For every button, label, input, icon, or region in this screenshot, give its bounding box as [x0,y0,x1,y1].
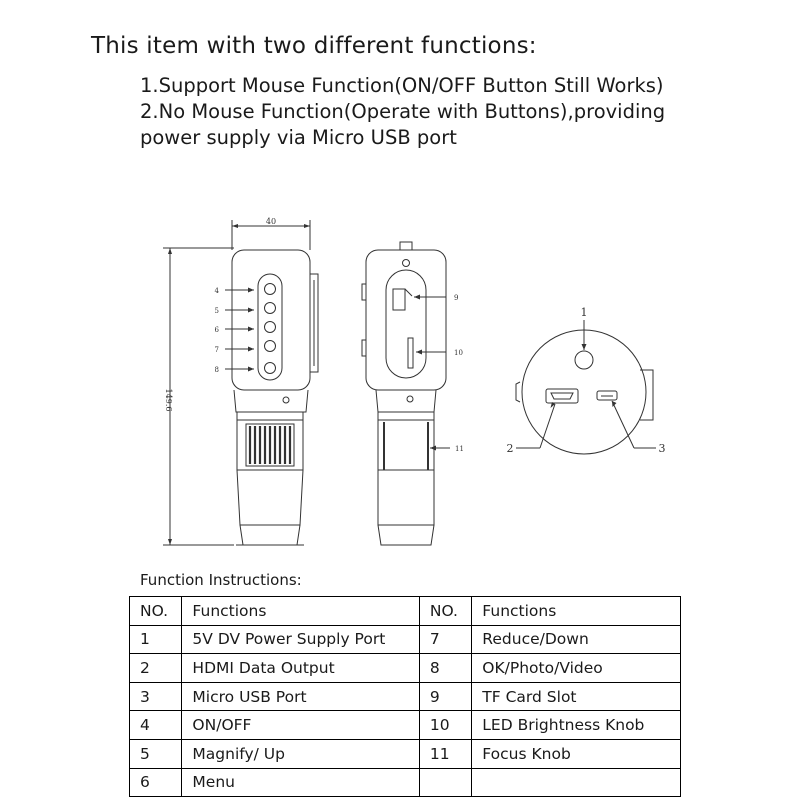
height-dimension-label: 149.6 [164,388,173,412]
function-line-1: 1.Support Mouse Function(ON/OFF Button Still Works) [140,74,664,97]
cell-no: 2 [130,654,182,683]
callout-4: 4 [214,287,219,295]
header-no: NO. [130,597,182,626]
table-row [130,711,681,740]
callout-9: 9 [454,294,459,302]
cell-function: 5V DV Power Supply Port [182,625,419,654]
cell-no: 3 [130,682,182,711]
function-table [129,596,681,797]
callout-6: 6 [214,326,219,334]
front-view [163,220,318,545]
callout-5: 5 [214,307,219,315]
page-title: This item with two different functions: [91,33,537,59]
cell-function: OK/Photo/Video [472,654,681,683]
callout-1: 1 [580,306,588,319]
table-header-row [130,597,681,626]
callout-2: 2 [506,442,514,455]
cell-function: ON/OFF [182,711,419,740]
callout-10: 10 [454,349,463,357]
cell-no [419,768,471,797]
header-no: NO. [419,597,471,626]
table-caption: Function Instructions: [140,571,302,589]
cell-function [472,768,681,797]
cell-function: TF Card Slot [472,682,681,711]
cell-no: 11 [419,739,471,768]
cell-no: 9 [419,682,471,711]
cell-no: 6 [130,768,182,797]
header-functions: Functions [472,597,681,626]
function-line-2: 2.No Mouse Function(Operate with Buttons),providing [140,100,666,123]
cell-function: HDMI Data Output [182,654,419,683]
rear-view [516,320,656,454]
callout-8: 8 [214,366,219,374]
cell-no: 5 [130,739,182,768]
cell-function: Magnify/ Up [182,739,419,768]
cell-no: 4 [130,711,182,740]
cell-function: Reduce/Down [472,625,681,654]
side-view [362,242,450,545]
callout-11: 11 [455,445,464,453]
callout-3: 3 [658,442,666,455]
cell-function: Menu [182,768,419,797]
header-functions: Functions [182,597,419,626]
function-line-3: power supply via Micro USB port [140,126,457,149]
cell-function: Focus Knob [472,739,681,768]
cell-no: 1 [130,625,182,654]
callout-7: 7 [214,346,219,354]
table-row [130,682,681,711]
cell-no: 7 [419,625,471,654]
cell-no: 10 [419,711,471,740]
cell-function: Micro USB Port [182,682,419,711]
table-row [130,625,681,654]
table-row [130,739,681,768]
cell-function: LED Brightness Knob [472,711,681,740]
table-row [130,768,681,797]
cell-no: 8 [419,654,471,683]
table-row [130,654,681,683]
width-dimension-label: 40 [265,217,277,226]
